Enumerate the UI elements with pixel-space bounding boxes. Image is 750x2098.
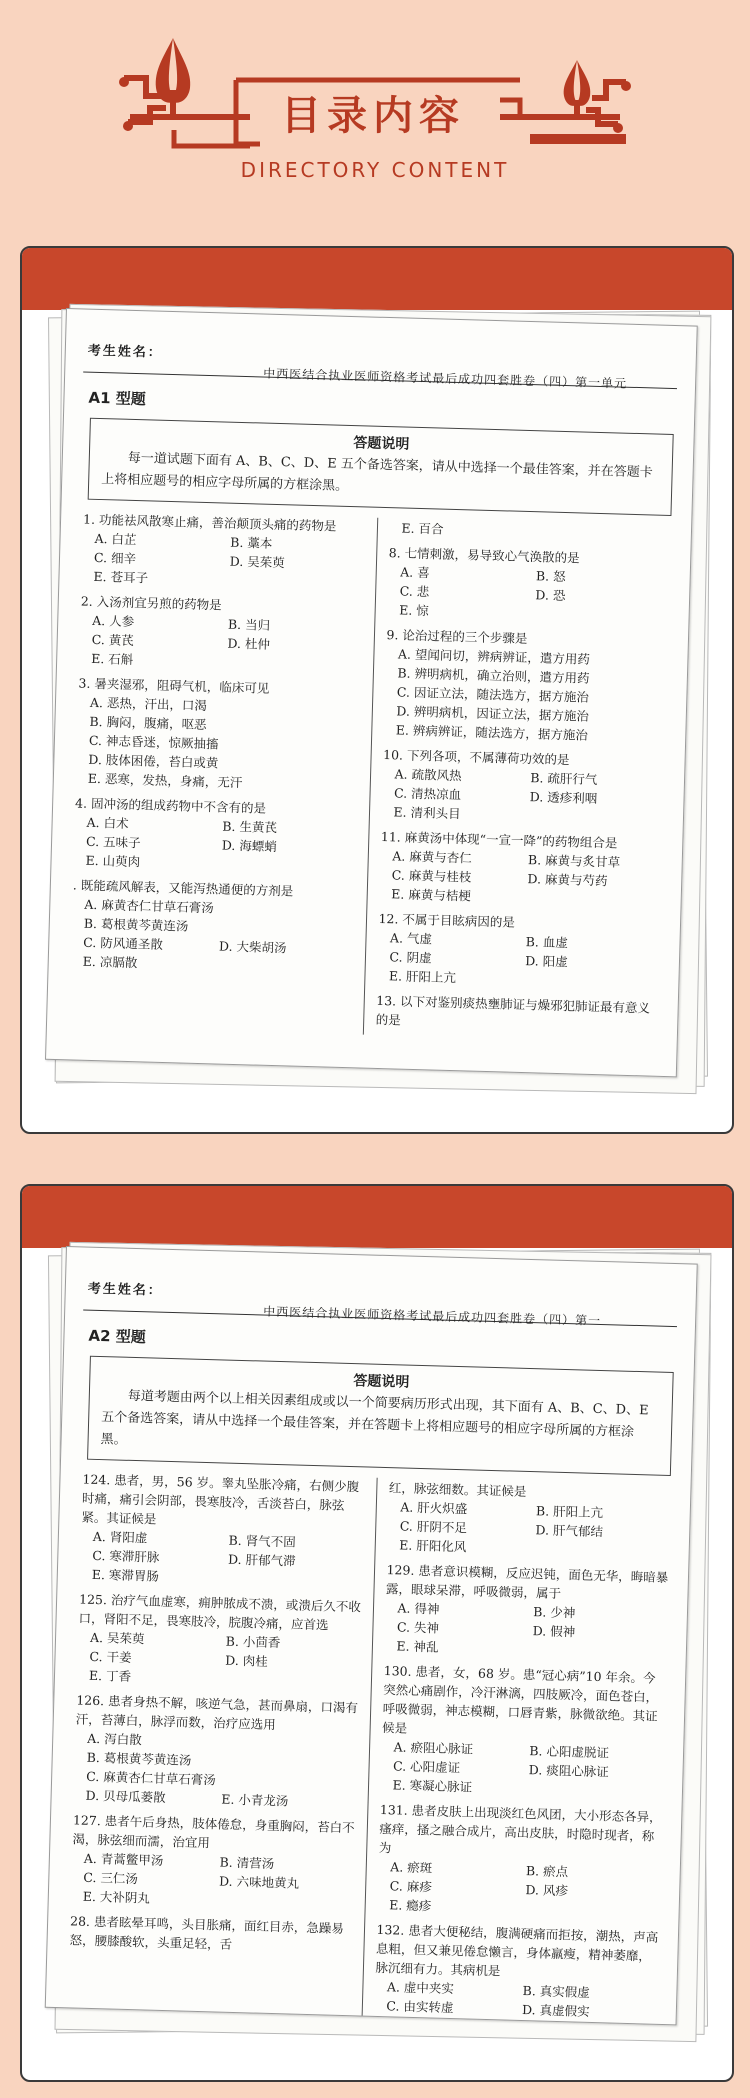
answer-option: D. 假神	[532, 1623, 576, 1640]
answer-option: C. 细辛	[93, 549, 137, 567]
answer-option: C. 三仁汤	[83, 1869, 139, 1887]
answer-option: B. 清营汤	[219, 1854, 275, 1872]
question-stem: 125. 治疗气血虚寒，痈肿脓成不溃，或溃后久不收口，肾阳不足，畏寒肢冷，脘腹冷痛，应首选	[78, 1591, 362, 1633]
page-subtitle: DIRECTORY CONTENT	[240, 158, 510, 182]
question-stem: 124. 患者，男，56 岁。睾丸坠胀冷痛，右侧少腹时痛，痛引会阴部，畏寒肢冷，舌淡苔白，脉弦紧。其证候是	[81, 1471, 360, 1527]
instructions-title: 答题说明	[353, 435, 410, 453]
answer-option: C. 心阳虚证	[392, 1758, 461, 1776]
question-item	[380, 1661, 667, 1802]
question-stem: 12. 不属于目眩病因的是	[378, 910, 516, 930]
answer-option: B. 麻黄与炙甘草	[527, 852, 621, 870]
answer-option: E. 寒凝心脉证	[392, 1777, 473, 1795]
card-band	[22, 248, 732, 310]
answer-options	[76, 692, 362, 795]
answer-option: B. 藁本	[230, 534, 273, 551]
answer-option: A. 青蒿鳖甲汤	[83, 1850, 164, 1868]
answer-options	[384, 644, 670, 747]
answer-options	[387, 1497, 672, 1562]
answer-options	[71, 894, 357, 978]
question-stem: 红，脉弦细数。其证候是	[388, 1480, 527, 1499]
answer-option: E. 苍耳子	[93, 568, 149, 586]
question-item	[79, 592, 365, 676]
answer-option: C. 阴虚	[389, 949, 432, 966]
instructions-box	[88, 418, 674, 516]
question-item	[381, 745, 667, 829]
answer-options	[377, 1857, 662, 1922]
answer-option: D. 风疹	[525, 1882, 569, 1899]
answer-option: A. 白术	[86, 814, 129, 831]
answer-option: C. 悲	[399, 583, 430, 600]
answer-option: E. 百合	[401, 520, 444, 537]
exam-page	[45, 1246, 698, 2025]
answer-option: C. 防风通圣散	[83, 934, 164, 952]
answer-option: D. 真虚假实	[521, 2002, 590, 2019]
answer-option: C. 失神	[396, 1619, 440, 1636]
answer-option: A. 肝火炽盛	[400, 1499, 468, 1517]
answer-options	[73, 812, 358, 877]
question-stem: 8. 七情刺激，易导致心气涣散的是	[388, 545, 580, 566]
question-stem: 129. 患者意识模糊，反应迟钝，面色无华，晦暗暴露，眼球呆滞，呼吸微弱，属于	[385, 1562, 669, 1601]
question-stem: 28. 患者眩晕耳鸣，头目胀痛，面红目赤，急躁易怒，腰膝酸软，头重足轻，舌	[69, 1913, 345, 1952]
ornament-left-icon	[110, 30, 250, 150]
question-item	[76, 673, 363, 795]
answer-option: D. 麻黄与芍药	[527, 871, 608, 889]
answer-option: D. 吴茱萸	[229, 553, 285, 571]
question-stem: 3. 暑夹湿邪，阻碍气机，临床可见	[78, 675, 270, 696]
question-item	[81, 510, 367, 594]
answer-option: B. 葛根黄芩黄连汤	[83, 915, 189, 934]
answer-option: B. 葛根黄芩黄连汤	[86, 1749, 192, 1768]
answer-option: C. 黄芪	[91, 631, 135, 649]
answer-option: A. 恶热，汗出，口渴	[89, 694, 208, 714]
title-box	[230, 78, 516, 146]
answer-option: D. 肝气郁结	[535, 1522, 604, 1540]
header	[0, 0, 750, 200]
answer-option: D. 大柴胡汤	[218, 938, 287, 956]
section-type: A1 型题	[88, 388, 147, 409]
answer-option: A. 麻黄与杏仁	[392, 848, 472, 866]
question-stem: 13. 以下对鉴别痰热壅肺证与燥邪犯肺证最有意义的是	[375, 992, 651, 1028]
answer-options	[387, 562, 672, 627]
answer-option: A. 喜	[400, 564, 430, 581]
candidate-name-label: 考生姓名：	[87, 1281, 164, 1299]
answer-option: A. 气虚	[389, 930, 433, 947]
answer-options	[73, 1728, 359, 1812]
answer-option: B. 瘀点	[525, 1863, 569, 1880]
answer-option: C. 肝阴不足	[399, 1518, 468, 1536]
answer-option: D. 杜仲	[227, 635, 271, 652]
answer-option: C. 由实转虚	[386, 1998, 454, 2016]
answer-option: E. 清利头目	[393, 804, 461, 822]
page-title: 目录内容	[281, 91, 465, 139]
answer-option: D. 贝母瓜蒌散	[85, 1787, 166, 1805]
exam-page	[45, 308, 698, 1077]
answer-options	[77, 1627, 362, 1692]
answer-option: C. 神志昏迷，惊厥抽搐	[88, 732, 219, 752]
question-item	[375, 991, 659, 1037]
answer-option: B. 疏肝行气	[530, 770, 598, 788]
answer-option: A. 瘀阻心脉证	[393, 1739, 474, 1757]
answer-option: A. 疏散风热	[394, 766, 462, 784]
answer-option: D. 恐	[535, 587, 566, 604]
section-type: A2 型题	[88, 1326, 147, 1347]
question-stem: 2. 入汤剂宜另煎的药物是	[80, 593, 222, 613]
question-item	[379, 827, 665, 911]
question-item	[389, 518, 673, 545]
answer-option: A. 泻白散	[87, 1730, 142, 1748]
answer-options	[79, 611, 364, 676]
question-item	[69, 1911, 353, 1957]
answer-option: B. 真实假虚	[522, 1983, 590, 2000]
question-item	[73, 1690, 360, 1812]
question-stem: 1. 功能祛风散寒止痛，善治颠顶头痛的药物是	[82, 511, 337, 534]
answer-option: A. 望闻问切，辨病辨证，遣方用药	[397, 646, 591, 667]
answer-option: D. 肝郁气滞	[227, 1551, 296, 1569]
answer-option: B. 辨明病机，确立治则，遣方用药	[397, 665, 590, 686]
question-columns	[68, 1470, 673, 2026]
answer-option: A. 瘀斑	[390, 1859, 433, 1876]
answer-option: C. 因证立法，随法选方，据方施治	[396, 684, 590, 705]
answer-option: A. 麻黄杏仁甘草石膏汤	[84, 896, 215, 916]
answer-option: A. 虚中夹实	[386, 1979, 455, 1997]
answer-option: D. 痰阻心脉证	[528, 1762, 610, 1780]
answer-options	[80, 1527, 365, 1592]
answer-option: C. 清热凉血	[393, 785, 462, 803]
question-stem: 9. 论治过程的三个步骤是	[386, 627, 528, 647]
answer-option: D. 辨明病机，因证立法，据方施治	[396, 703, 590, 724]
card-band	[22, 1186, 732, 1248]
question-stem: 132. 患者大便秘结，腹满硬痛而拒按，潮热，声高息粗，但又兼见倦怠懒言，身体羸瘦，精神萎靡，脉沉细有力。其病机是	[375, 1921, 659, 1979]
answer-option: E. 石斛	[91, 650, 134, 668]
answer-option: E. 寒滞胃肠	[91, 1566, 160, 1584]
answer-option: A. 得神	[397, 1600, 440, 1617]
answer-option: B. 心阳虚脱证	[529, 1743, 610, 1761]
instructions-text: 每道考题由两个以上相关因素组成或以一个简要病历形式出现，其下面有 A、B、C、D、E 五个备选答案，请从中选择一个最佳答案，并在答题卡上将相应题号的相应字母所属的方框涂黑。	[100, 1388, 649, 1448]
answer-options	[377, 928, 662, 993]
question-item	[384, 625, 671, 747]
answer-option: E. 恶寒，发热，身痛，无汗	[87, 770, 243, 791]
answer-option: D. 阳虚	[524, 953, 568, 970]
question-item	[71, 875, 357, 978]
question-stem: 126. 患者身热不解，咳逆气急，甚而鼻扇，口渴有汗，苔薄白，脉浮而数，治疗应选用	[75, 1692, 359, 1733]
question-item	[73, 793, 359, 877]
question-item	[80, 1470, 367, 1592]
answer-options	[374, 1977, 658, 2023]
answer-option: B. 肾气不固	[228, 1532, 296, 1550]
answer-option: A. 白芷	[94, 530, 137, 548]
exam-title: 中西医结合执业医师资格考试最后成功四套胜卷（四）第一	[263, 1304, 602, 1328]
question-item	[71, 1810, 357, 1913]
preview-card-2	[20, 1184, 734, 2082]
answer-option: E. 丁香	[88, 1667, 132, 1684]
answer-options	[81, 529, 366, 594]
question-column-left	[68, 1470, 378, 2021]
answer-option: E. 凉膈散	[82, 953, 138, 971]
answer-option: A. 吴茱萸	[89, 1629, 145, 1647]
exam-title: 中西医结合执业医师资格考试最后成功四套胜卷（四）第一单元	[263, 366, 628, 391]
answer-option: A. 肾阳虚	[92, 1528, 148, 1546]
question-item	[374, 1920, 660, 2023]
answer-option: D. 透疹利咽	[529, 789, 598, 807]
question-item	[387, 1478, 673, 1562]
answer-options	[380, 1737, 665, 1802]
answer-option: D. 肉桂	[225, 1652, 268, 1669]
answer-option: C. 麻黄与桂枝	[391, 867, 472, 885]
answer-option: A. 人参	[92, 612, 135, 630]
ornament-right-icon	[500, 30, 640, 150]
answer-option: C. 麻黄杏仁甘草石膏汤	[85, 1768, 216, 1788]
answer-option: B. 少神	[533, 1604, 576, 1621]
answer-option: B. 怒	[535, 568, 566, 585]
question-item	[77, 1590, 363, 1693]
answer-option: B. 胸闷，腹痛，呕恶	[89, 713, 207, 733]
question-stem: 130. 患者，女，68 岁。患“冠心病”10 年余。今突然心痛剧作，冷汗淋漓，四肢厥冷，面色苍白，呼吸微弱，神志模糊，口唇青紫，脉微欲绝。其证候是	[381, 1663, 659, 1736]
instructions-text: 每一道试题下面有 A、B、C、D、E 五个备选答案，请从中选择一个最佳答案，并在答题卡上将相应题号的相应字母所属的方框涂黑。	[101, 450, 653, 494]
answer-option: E. 肝阳化风	[399, 1537, 467, 1555]
preview-card-1	[20, 246, 734, 1134]
instructions-box	[87, 1356, 674, 1476]
question-item	[387, 543, 673, 627]
question-stem: 10. 下列各项，不属薄荷功效的是	[382, 747, 570, 768]
question-item	[384, 1560, 670, 1663]
answer-option: D. 海螵蛸	[221, 837, 278, 855]
instructions-title: 答题说明	[353, 1373, 410, 1391]
answer-option: D. 肢体困倦，苔白或黄	[88, 751, 219, 771]
candidate-name-label: 考生姓名：	[87, 343, 164, 361]
question-stem: 131. 患者皮肤上出现淡红色风团，大小形态各异，瘙痒，搔之融合成片，高出皮肤，时隐时现者，称为	[378, 1801, 662, 1856]
question-column-right	[362, 1478, 673, 2026]
answer-options	[381, 764, 666, 829]
answer-option: C. 麻疹	[389, 1878, 433, 1895]
answer-option: C. 干姜	[89, 1648, 132, 1665]
answer-options	[384, 1598, 669, 1663]
answer-option: B. 血虚	[525, 934, 569, 951]
question-item	[377, 909, 663, 993]
answer-option: E. 麻黄与桔梗	[391, 886, 472, 904]
answer-option: E. 小青龙汤	[221, 1791, 289, 1809]
question-stem: 127. 患者午后身热，肢体倦怠，身重胸闷，苔白不渴，脉弦细而濡，治宜用	[72, 1812, 355, 1851]
question-stem: 4. 固冲汤的组成药物中不含有的是	[74, 795, 267, 816]
question-stem: . 既能疏风解表，又能泻热通便的方剂是	[72, 877, 294, 899]
question-column-left	[69, 510, 378, 1035]
answer-option: E. 肝阳上亢	[388, 968, 457, 986]
answer-option: D. 六味地黄丸	[218, 1873, 300, 1891]
question-column-right	[363, 518, 673, 1043]
answer-option: E. 辨病辨证，随法选方，据方施治	[395, 722, 589, 743]
answer-option: E. 惊	[398, 602, 429, 619]
answer-options	[379, 846, 664, 911]
answer-option: B. 肝阳上亢	[535, 1503, 604, 1521]
question-stem: 11. 麻黄汤中体现“一宣一降”的药物组合是	[380, 829, 618, 851]
answer-option: B. 当归	[227, 616, 271, 633]
answer-option: E. 山萸肉	[85, 852, 141, 870]
question-item	[377, 1800, 664, 1922]
answer-option: B. 生黄芪	[222, 818, 278, 836]
answer-option: E. 大补阴丸	[82, 1888, 151, 1906]
answer-options	[71, 1848, 356, 1913]
question-columns	[69, 510, 673, 1043]
answer-option: B. 小茴香	[225, 1633, 281, 1651]
answer-options	[389, 518, 673, 545]
answer-option: E. 神乱	[396, 1638, 439, 1655]
answer-option: C. 寒滞肝脉	[92, 1547, 160, 1565]
answer-option: C. 五味子	[85, 833, 141, 851]
answer-option: E. 瘾疹	[389, 1897, 432, 1914]
